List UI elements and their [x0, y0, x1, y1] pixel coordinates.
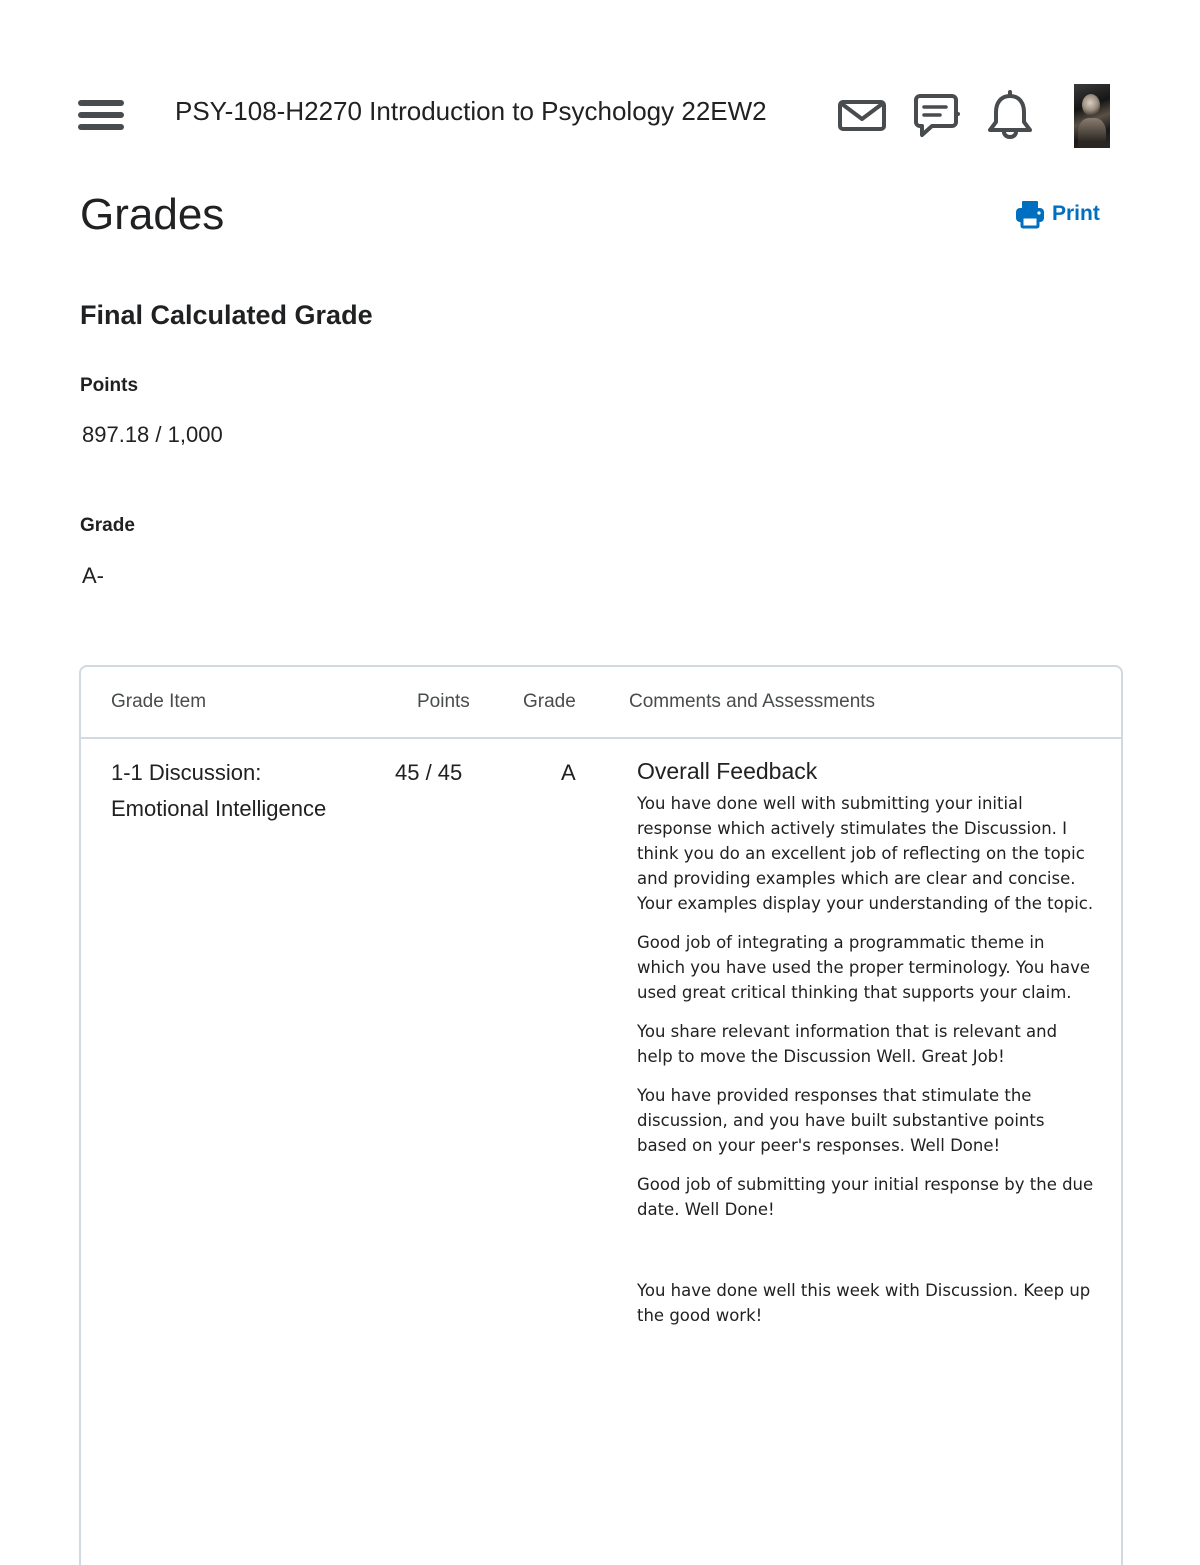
feedback-paragraph: You have provided responses that stimulate the discussion, and you have built substantive points based on your peer's responses. Well Done!: [637, 1086, 1045, 1155]
user-avatar[interactable]: [1074, 84, 1110, 148]
printer-icon: [1014, 198, 1046, 230]
print-button[interactable]: [1014, 198, 1100, 230]
final-grade-heading: Final Calculated Grade: [80, 300, 373, 330]
print-label: Print: [1052, 202, 1100, 225]
feedback-paragraph: You have done well this week with Discussion. Keep up the good work!: [637, 1281, 1091, 1325]
feedback-paragraph: Good job of integrating a programmatic theme in which you have used the proper terminology. You have used great critical thinking that supports your claim.: [637, 933, 1091, 1002]
feedback-paragraph: You have done well with submitting your initial response which actively stimulates the Discussion. I think you do an excellent job of reflecting on the topic and providing examples which are clear and concise. Your examples display your understanding of the topic.: [637, 794, 1094, 913]
course-title[interactable]: PSY-108-H2270 Introduction to Psychology 22EW2: [175, 96, 767, 126]
chat-icon[interactable]: [910, 90, 962, 140]
points-value: 897.18 / 1,000: [82, 422, 223, 447]
bell-icon[interactable]: [984, 90, 1036, 140]
column-header-grade-item: Grade Item: [111, 691, 207, 712]
grade-label: Grade: [80, 515, 135, 536]
points-label: Points: [80, 375, 139, 396]
table-header: [81, 667, 1121, 739]
hamburger-menu-icon[interactable]: [76, 96, 126, 136]
grade-value: A-: [82, 563, 104, 588]
column-header-points: Points: [417, 691, 470, 712]
overall-feedback-heading: Overall Feedback: [637, 758, 818, 784]
column-header-grade: Grade: [523, 691, 576, 712]
top-navbar: [0, 0, 1200, 160]
feedback-paragraph: Good job of submitting your initial response by the due date. Well Done!: [637, 1175, 1094, 1219]
grade-item-grade: A: [561, 760, 576, 785]
page-title: Grades: [80, 190, 225, 239]
grades-table: [79, 665, 1123, 1565]
column-header-comments: Comments and Assessments: [629, 691, 876, 712]
grade-item-name: 1-1 Discussion: Emotional Intelligence: [111, 760, 327, 821]
grade-item-points: 45 / 45: [395, 760, 463, 785]
feedback-paragraph: You share relevant information that is relevant and help to move the Discussion Well. Great Job!: [637, 1022, 1058, 1066]
grade-item-comments: [637, 755, 1097, 1342]
mail-icon[interactable]: [836, 90, 888, 140]
